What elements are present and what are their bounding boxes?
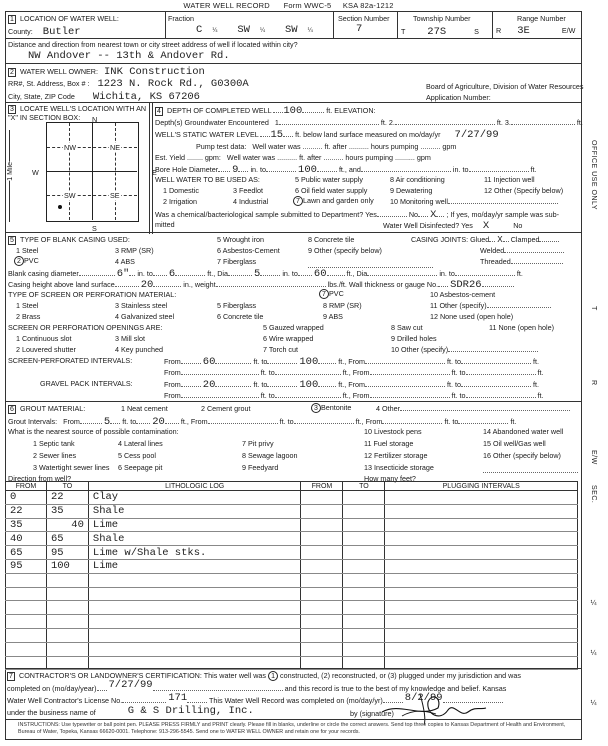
- casing-other[interactable]: 9 Other (specify below): [308, 246, 382, 255]
- grout-intervals-row: Grout Intervals: From 5 ft. to 20 ft., From ft. to ft., From ft. to ft.: [8, 416, 517, 428]
- table-row: [6, 587, 578, 601]
- groundwater-field: Depth(s) Groundwater Encountered 1 ft. 2. ft. 3. ft.: [155, 118, 583, 127]
- quadrant-sw: SW: [64, 191, 76, 200]
- col-from: FROM: [6, 482, 47, 491]
- openings-label: SCREEN OR PERFORATION OPENINGS ARE:: [8, 323, 163, 332]
- contam-abandoned-well[interactable]: 14 Abandoned water well: [483, 427, 564, 436]
- screen-galvanized[interactable]: 4 Galvanized steel: [115, 312, 175, 321]
- casing-wrought-iron[interactable]: 5 Wrought iron: [217, 235, 265, 244]
- address-field: RR#, St. Address, Box # : 1223 N. Rock Rd., G0300A: [8, 78, 249, 90]
- screen-interval-row-2: From ft. to ft., From ft. to ft.: [164, 368, 544, 377]
- contam-feedyard[interactable]: 9 Feedyard: [242, 463, 279, 472]
- use-option-lawn-garden[interactable]: 7 Lawn and garden only: [293, 196, 374, 206]
- opening-key-punched[interactable]: 4 Key punched: [115, 345, 163, 354]
- col-plug-to: TO: [343, 482, 385, 491]
- opening-drilled[interactable]: 9 Drilled holes: [391, 334, 437, 343]
- owner-value[interactable]: INK Construction: [104, 66, 205, 78]
- mile-label: 1 Mile: [7, 162, 14, 181]
- address-value[interactable]: 1223 N. Rock Rd., G0300A: [97, 78, 249, 90]
- completed-row: completed on (mo/day/year) 7/27/99 and this record is true to the best of my knowledge and belief. Kansas: [7, 679, 507, 693]
- selected-circle-icon: 3: [311, 403, 321, 413]
- contam-other[interactable]: 16 Other (specify below): [483, 451, 561, 460]
- gravel-interval-row-2: From ft. to ft., From ft. to ft.: [164, 391, 544, 400]
- casing-label: 5 TYPE OF BLANK CASING USED:: [8, 235, 130, 245]
- bore-dia-value[interactable]: 9: [232, 164, 239, 176]
- screen-other[interactable]: 11 Other (specify): [430, 301, 551, 310]
- use-option-public[interactable]: 5 Public water supply: [295, 175, 363, 184]
- bore-to-value[interactable]: 100: [298, 164, 317, 176]
- casing-abs[interactable]: 4 ABS: [115, 257, 135, 266]
- selected-circle-icon[interactable]: 1: [268, 671, 278, 681]
- certification-line-1: 7 CONTRACTOR'S OR LANDOWNER'S CERTIFICATION: This water well was 1 constructed, (2) reconstructed, or (3) plugged under my jurisdiction and was: [7, 671, 521, 681]
- gravel-to-value[interactable]: 100: [299, 379, 319, 391]
- casing-height-value[interactable]: 20: [140, 279, 154, 291]
- col-to: TO: [46, 482, 88, 491]
- joints-welded[interactable]: Welded: [480, 246, 564, 255]
- south-label: S: [92, 224, 97, 233]
- quadrant-se: SE: [110, 191, 120, 200]
- mitted-label: mitted: [155, 220, 175, 229]
- signature-icon[interactable]: [380, 688, 490, 726]
- contam-insecticide[interactable]: 13 Insecticide storage: [364, 463, 434, 472]
- casing-dia2-to-value[interactable]: 60: [313, 268, 327, 280]
- use-option-industrial[interactable]: 4 Industrial: [233, 197, 269, 206]
- well-location-mark-icon: [58, 205, 62, 209]
- distance-label: Distance and direction from nearest town or city street address of well if located within city?: [8, 40, 298, 49]
- contam-pit-privy[interactable]: 7 Pit privy: [242, 439, 274, 448]
- township-field: T 27S S: [401, 26, 479, 38]
- table-row: [6, 601, 578, 615]
- screen-stainless[interactable]: 3 Stainless steel: [115, 301, 168, 310]
- use-option-domestic[interactable]: 1 Domestic: [163, 186, 199, 195]
- opening-torch[interactable]: 7 Torch cut: [263, 345, 299, 354]
- selected-circle-icon: 7: [293, 196, 303, 206]
- casing-concrete[interactable]: 8 Concrete tile: [308, 235, 355, 244]
- casing-fiberglass[interactable]: 7 Fiberglass: [217, 257, 257, 266]
- township-label: Township Number: [413, 14, 471, 23]
- opening-other[interactable]: 10 Other (specify): [391, 345, 538, 354]
- office-sec-label: SEC.: [590, 485, 597, 504]
- office-ew-label: E/W: [590, 450, 597, 465]
- signature-label: by (signature): [350, 709, 394, 718]
- grout-from-value[interactable]: 5: [103, 416, 111, 428]
- use-option-irrigation[interactable]: 2 Irrigation: [163, 197, 197, 206]
- screen-pvc-selected[interactable]: 7 PVC: [319, 289, 344, 299]
- application-number-label: Application Number:: [426, 93, 491, 102]
- static-date-value[interactable]: 7/27/99: [454, 129, 499, 141]
- completed-date-value[interactable]: 7/27/99: [108, 679, 153, 691]
- casing-steel[interactable]: 1 Steel: [16, 246, 39, 255]
- business-name-value[interactable]: G & S Drilling, Inc.: [127, 705, 254, 717]
- opening-gauzed[interactable]: 5 Gauzed wrapped: [263, 323, 324, 332]
- business-row: under the business name of G & S Drilling, Inc.: [7, 705, 254, 717]
- casing-pvc-selected[interactable]: 2 PVC: [14, 256, 39, 266]
- section-box[interactable]: [46, 122, 139, 222]
- county-field: County: Butler: [8, 26, 81, 38]
- casing-diameter-row: Blank casing diameter 6" in. to 6 ft., Dia 5 in. to 60 ft., Dia in. to ft.: [8, 268, 523, 280]
- office-r-label: R: [590, 380, 597, 386]
- casing-dia2-value[interactable]: 5: [254, 268, 261, 280]
- static-level-value[interactable]: 15: [270, 129, 284, 141]
- yield-row: Est. Yield ........ gpm: Well water was .......... ft. after .......... hours pumping .......... gpm: [155, 153, 431, 162]
- depth-field: 4 DEPTH OF COMPLETED WELL 100 ft. ELEVATION:: [155, 105, 376, 117]
- casing-height-row: Casing height above land surface 20 in., weight lbs./ft. Wall thickness or gauge No. SDR26: [8, 279, 514, 291]
- screen-steel[interactable]: 1 Steel: [16, 301, 39, 310]
- contam-fuel[interactable]: 11 Fuel storage: [364, 439, 414, 448]
- col-plug-from: FROM: [301, 482, 343, 491]
- gravel-interval-row-1: From 20 ft. to 100 ft., From ft. to ft.: [164, 379, 540, 391]
- contam-livestock[interactable]: 10 Livestock pens: [364, 427, 422, 436]
- fraction-values: C ¼ SW ¼ SW ¼: [196, 24, 313, 36]
- use-label: WELL WATER TO BE USED AS:: [155, 175, 260, 184]
- gravel-from-value[interactable]: 20: [202, 379, 216, 391]
- section-1-label: 1 LOCATION OF WATER WELL:: [8, 14, 119, 24]
- table-row: 40 65 Shale: [6, 532, 578, 546]
- fraction-label: Fraction: [168, 14, 194, 23]
- col-plugging-intervals: PLUGGING INTERVALS: [385, 482, 578, 491]
- east-label: E: [152, 168, 157, 177]
- section-2-owner: 2 WATER WELL OWNER: INK Construction: [8, 66, 205, 78]
- grout-to-value[interactable]: 20: [152, 416, 165, 428]
- use-option-dewatering[interactable]: 9 Dewatering: [390, 186, 433, 195]
- how-many-feet-label[interactable]: How many feet?: [364, 474, 416, 483]
- opening-saw[interactable]: 8 Saw cut: [391, 323, 423, 332]
- screen-fiberglass[interactable]: 5 Fiberglass: [217, 301, 257, 310]
- grout-bentonite-selected[interactable]: 3 Bentonite: [311, 403, 351, 413]
- office-t-label: T: [590, 306, 597, 311]
- contam-lateral[interactable]: 4 Lateral lines: [118, 439, 163, 448]
- north-label: N: [92, 115, 98, 124]
- city-field: City, State, ZIP Code Wichita, KS 67206: [8, 91, 200, 103]
- opening-none[interactable]: 11 None (open hole): [489, 323, 554, 332]
- direction-label[interactable]: Direction from well?: [8, 474, 72, 483]
- screen-intervals-label: SCREEN-PERFORATED INTERVALS:: [8, 356, 133, 365]
- contam-sewer[interactable]: 2 Sewer lines: [33, 451, 77, 460]
- static-level-field: WELL'S STATIC WATER LEVEL 15 ft. below land surface measured on mo/day/yr 7/27/99: [155, 129, 499, 141]
- opening-wire[interactable]: 6 Wire wrapped: [263, 334, 314, 343]
- office-quarter-3: ¼: [590, 700, 597, 708]
- section-number-label: Section Number: [338, 14, 390, 23]
- county-value[interactable]: Butler: [42, 26, 81, 38]
- screen-material-label: TYPE OF SCREEN OR PERFORATION MATERIAL:: [8, 290, 177, 299]
- use-option-other[interactable]: 12 Other (Specify below): [484, 186, 564, 195]
- gravel-pack-label: GRAVEL PACK INTERVALS:: [40, 379, 133, 388]
- table-row: [6, 628, 578, 642]
- pump-test-row: Pump test data: Well water was .......... ft. after .......... hours pumping .......... gpm: [196, 142, 457, 151]
- office-quarter-1: ¼: [590, 600, 597, 608]
- board-label: Board of Agriculture, Division of Water Resources: [426, 82, 584, 91]
- form-header: [0, 1, 577, 10]
- grout-cement-grout[interactable]: 2 Cement grout: [201, 404, 251, 413]
- contam-watertight[interactable]: 3 Watertight sewer lines: [33, 463, 110, 472]
- contam-septic[interactable]: 1 Septic tank: [33, 439, 75, 448]
- record-date-value[interactable]: 8/2/99: [404, 692, 443, 704]
- license-value[interactable]: 171: [168, 692, 188, 704]
- col-lithologic-log: LITHOLOGIC LOG: [88, 482, 301, 491]
- section-3-label: 3 LOCATE WELL'S LOCATION WITH AN "X" IN SECTION BOX:: [8, 104, 147, 122]
- range-field: R 3E E/W: [496, 25, 576, 37]
- table-row: 65 95 Lime w/Shale stks.: [6, 546, 578, 560]
- table-row: 0 22 Clay: [6, 491, 578, 505]
- table-row: [6, 642, 578, 656]
- bore-hole-row: Bore Hole Diameter 9 in. to 100 ft., and in. to ft.: [155, 164, 537, 176]
- contam-fertilizer[interactable]: 12 Fertilizer storage: [364, 451, 428, 460]
- opening-mill[interactable]: 3 Mill slot: [115, 334, 145, 343]
- joints-threaded[interactable]: Threaded: [480, 257, 563, 266]
- casing-diameter-value[interactable]: 6": [116, 268, 130, 280]
- use-option-air-conditioning[interactable]: 8 Air conditioning: [390, 175, 445, 184]
- table-row: [6, 573, 578, 587]
- contam-oil-gas[interactable]: 15 Oil well/Gas well: [483, 439, 546, 448]
- west-label: W: [32, 168, 39, 177]
- casing-rmp[interactable]: 3 RMP (SR): [115, 246, 154, 255]
- screen-rmp[interactable]: 8 RMP (SR): [323, 301, 362, 310]
- grout-neat-cement[interactable]: 1 Neat cement: [121, 404, 168, 413]
- disinfected-row: Water Well Disinfected? Yes X No: [383, 220, 523, 232]
- opening-louvered[interactable]: 2 Louvered shutter: [16, 345, 76, 354]
- use-option-injection[interactable]: 11 Injection well: [484, 175, 535, 184]
- instructions-text: INSTRUCTIONS: Use typewriter or ball point pen. PLEASE PRESS FIRMLY and PRINT clearly. Please fill in blanks, underline or circle the correct answers. Send top three copies to Kansas Department of Health and Environment, Bureau of Water, Topeka, Kansas 66620-0001. Telephone: 913-296-5545. Send one to WATER WELL OWNER and retain one for your records.: [18, 722, 566, 735]
- screen-concrete[interactable]: 6 Concrete tile: [217, 312, 264, 321]
- selected-circle-icon: 7: [319, 289, 329, 299]
- casing-asbestos[interactable]: 6 Asbestos-Cement: [217, 246, 280, 255]
- use-option-monitoring[interactable]: 10 Monitoring well: [390, 197, 558, 206]
- table-header-row: [6, 482, 578, 491]
- gauge-value[interactable]: SDR26: [450, 279, 482, 291]
- office-use-label: OFFICE USE ONLY: [590, 140, 597, 210]
- form-number: Form WWC-5: [283, 1, 332, 10]
- contam-seepage[interactable]: 6 Seepage pit: [118, 463, 163, 472]
- quadrant-ne: NE: [110, 143, 120, 152]
- sample-no-mark[interactable]: X: [430, 209, 437, 221]
- screen-to-value[interactable]: 100: [299, 356, 319, 368]
- selected-circle-icon: 2: [14, 256, 24, 266]
- sample-row: Was a chemical/bacteriological sample submitted to Department? Yes No X ; If yes, mo/day/yr sample was sub-: [155, 209, 560, 221]
- opening-continuous[interactable]: 1 Continuous slot: [16, 334, 72, 343]
- use-option-oil-field[interactable]: 6 Oil field water supply: [295, 186, 368, 195]
- screen-asbestos[interactable]: 10 Asbestos-cement: [430, 290, 496, 299]
- table-row: 22 35 Shale: [6, 504, 578, 518]
- city-value[interactable]: Wichita, KS 67206: [92, 91, 200, 103]
- distance-value[interactable]: NW Andover -- 13th & Andover Rd.: [28, 50, 230, 62]
- grout-other[interactable]: 4 Other: [376, 404, 570, 413]
- license-row: Water Well Contractor's License No. 171 This Water Well Record was completed on (mo/day/yr) 8/2/99: [7, 695, 503, 707]
- form-title: WATER WELL RECORD: [183, 1, 270, 10]
- table-row: 95 100 Lime: [6, 559, 578, 573]
- grout-label: 6 GROUT MATERIAL:: [8, 404, 85, 414]
- quadrant-nw: NW: [64, 143, 76, 152]
- disinfected-yes-mark[interactable]: X: [482, 220, 490, 232]
- screen-interval-row-1: From 60 ft. to 100 ft., From ft. to ft.: [164, 356, 540, 368]
- screen-from-value[interactable]: 60: [202, 356, 216, 368]
- depth-value[interactable]: 100: [283, 105, 303, 117]
- screen-none[interactable]: 12 None used (open hole): [430, 312, 514, 321]
- contam-lagoon[interactable]: 8 Sewage lagoon: [242, 451, 298, 460]
- joints-glued-mark[interactable]: X: [497, 235, 503, 245]
- screen-abs[interactable]: 9 ABS: [323, 312, 343, 321]
- form-statute: KSA 82a-1212: [342, 1, 394, 10]
- office-quarter-2: ¼: [590, 650, 597, 658]
- section-number-value[interactable]: 7: [356, 23, 363, 35]
- table-row: [6, 615, 578, 629]
- table-row: 35 40 Lime: [6, 518, 578, 532]
- range-label: Range Number: [517, 14, 566, 23]
- lithologic-log-table: [5, 481, 578, 670]
- contam-cess-pool[interactable]: 5 Cess pool: [118, 451, 156, 460]
- casing-to-value[interactable]: 6: [168, 268, 176, 280]
- casing-joints: CASING JOINTS: Glued X Clamped: [411, 235, 559, 245]
- screen-brass[interactable]: 2 Brass: [16, 312, 41, 321]
- use-option-feedlot[interactable]: 3 Feedlot: [233, 186, 263, 195]
- contamination-label: What is the nearest source of possible contamination:: [8, 427, 179, 436]
